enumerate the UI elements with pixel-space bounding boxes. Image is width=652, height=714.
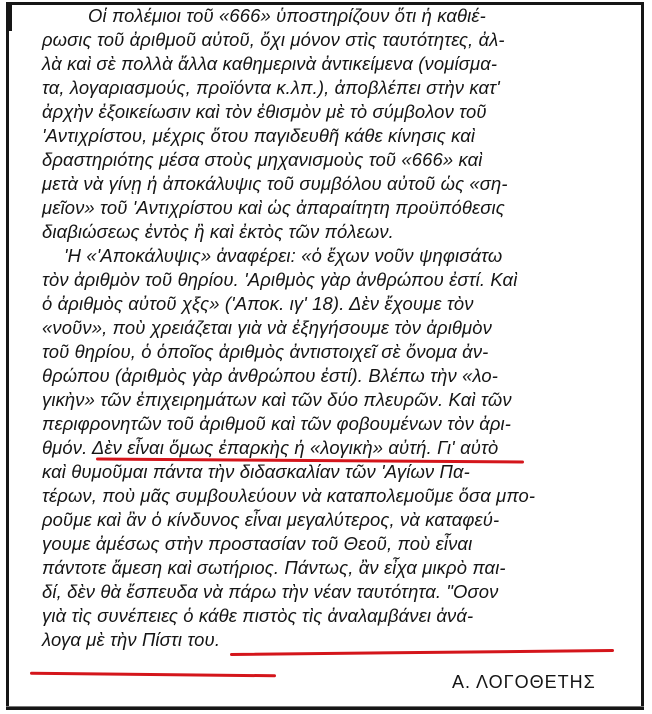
- text-line: πάντοτε ἄμεση καὶ σωτήριος. Πάντως, ἂν εἶχα μικρὸ παι-: [42, 557, 506, 578]
- text-line: 'Αντιχρίστου, μέχρις ὅτου παγιδευθῆ κάθε κίνησις καὶ: [42, 125, 476, 146]
- author-signature: Α. ΛΟΓΟΘΕΤΗΣ: [452, 672, 596, 692]
- text-line: τέρων, ποὺ μᾶς συμβουλεύουν νὰ καταπολεμοῦμε ὅσα μπο-: [42, 485, 536, 506]
- text-line: θμόν. Δὲν εἶναι ὅμως ἐπαρκὴς ἡ «λογικὴ» αὐτή. Γι' αὐτὸ: [42, 437, 499, 458]
- text-line: δί, δὲν θὰ ἔσπευδα νὰ πάρω τὴν νέαν ταυτότητα. "Οσον: [42, 581, 499, 602]
- text-line: ροῦμε καὶ ἂν ὁ κίνδυνος εἶναι μεγαλύτερος, νὰ καταφεύ-: [42, 509, 500, 530]
- text-line: μεῖον» τοῦ 'Αντιχρίστου καὶ ὡς ἀπαραίτητη προϋπόθεσις: [42, 197, 505, 218]
- text-line: γουμε ἀμέσως στὴν προστασίαν τοῦ Θεοῦ, ποὺ εἶναι: [42, 533, 473, 554]
- text-line: «νοῦν», ποὺ χρειάζεται γιὰ νὰ ἐξηγήσουμε τὸν ἀριθμὸν: [42, 317, 493, 338]
- text-line: 'Η «'Αποκάλυψις» ἀναφέρει: «ὁ ἔχων νοῦν ψηφισάτω: [64, 245, 503, 266]
- text-line: λὰ καὶ σὲ πολλὰ ἄλλα καθημερινὰ ἀντικείμενα (νομίσμα-: [42, 53, 498, 74]
- text-line: ἀρχὴν ἐξοικείωσιν καὶ τὸν ἐθισμὸν μὲ τὸ σύμβολον τοῦ: [42, 101, 487, 122]
- text-line: διαβιώσεως ἐντὸς ἢ καὶ ἐκτὸς τῶν πόλεων.: [42, 221, 394, 242]
- text-line: γιὰ τὶς συνέπειες ὁ κάθε πιστὸς τὶς ἀναλαμβάνει ἀνά-: [42, 605, 474, 626]
- text-line: τα, λογαριασμούς, προϊόντα κ.λπ.), ἀποβλέπει στὴν κατ': [42, 77, 500, 98]
- text-line: τὸν ἀριθμὸν τοῦ θηρίου. 'Αριθμὸς γὰρ ἀνθρώπου ἐστί. Καὶ: [42, 269, 518, 290]
- text-line: καὶ θυμοῦμαι πάντα τὴν διδασκαλίαν τῶν 'Αγίων Πα-: [42, 461, 470, 482]
- text-line: γικὴν» τῶν ἐπιχειρημάτων καὶ τῶν δύο πλευρῶν. Καὶ τῶν: [42, 389, 512, 410]
- text-line: μετὰ νὰ γίνῃ ἡ ἀποκάλυψις τοῦ συμβόλου αὐτοῦ ὡς «ση-: [42, 173, 508, 194]
- text-line: θρώπου (ἀριθμὸς γὰρ ἀνθρώπου ἐστί). Βλέπω τὴν «λο-: [42, 365, 499, 386]
- text-line: τοῦ θηρίου, ὁ ὁποῖος ἀριθμὸς ἀντιστοιχεῖ σὲ ὄνομα ἀν-: [42, 341, 489, 362]
- text-line: λογα μὲ τὴν Πίστι του.: [42, 629, 221, 650]
- text-line: Οἱ πολέμιοι τοῦ «666» ὑποστηρίζουν ὅτι ἡ καθιέ-: [88, 5, 486, 26]
- scan-edge: [6, 706, 644, 707]
- text-line: ὁ ἀριθμὸς αὐτοῦ χξς» ('Αποκ. ιγ' 18). Δὲν ἔχουμε τὸν: [42, 293, 474, 314]
- text-line: ρωσις τοῦ ἀριθμοῦ αὐτοῦ, ὄχι μόνον στὶς ταυτότητες, ἀλ-: [42, 29, 505, 50]
- text-line: περιφρονητῶν τοῦ ἀριθμοῦ καὶ τῶν φοβουμένων τὸν ἀρι-: [42, 413, 512, 434]
- text-line: δραστηριότης μέσα στοὺς μηχανισμοὺς τοῦ «666» καὶ: [42, 149, 483, 170]
